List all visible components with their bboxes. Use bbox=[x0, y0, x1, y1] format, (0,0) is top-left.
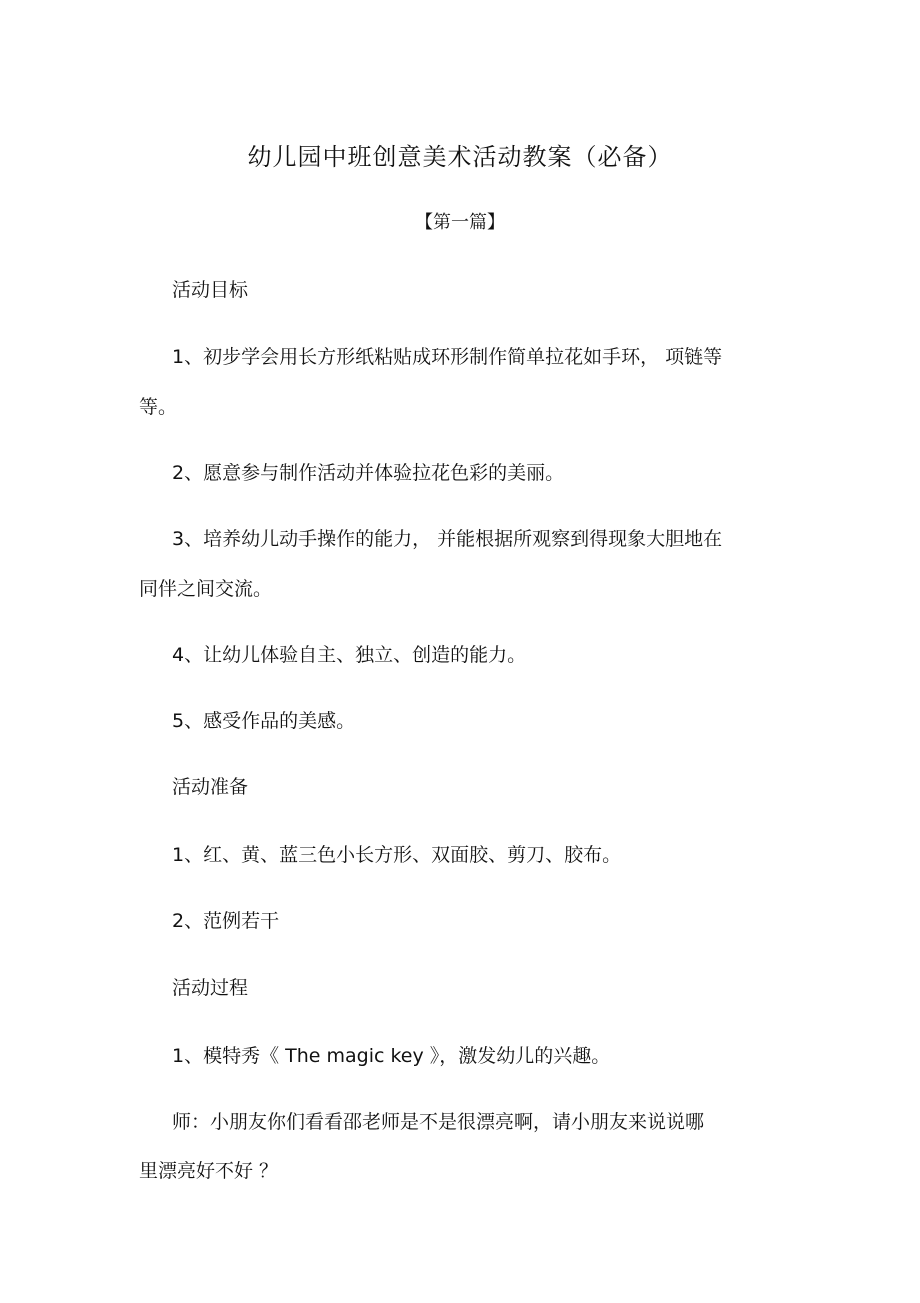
goal-item-1: 1、初步学会用长方形纸粘贴成环形制作简单拉花如手环， 项链等 bbox=[172, 346, 723, 368]
teacher-dialogue-continued: 里漂亮好不好 ？ bbox=[139, 1160, 279, 1182]
goal-item-5: 5、感受作品的美感。 bbox=[172, 710, 356, 732]
section-heading: 【第一篇】 bbox=[415, 212, 505, 233]
preparation-item-2: 2、范例若干 bbox=[172, 910, 280, 932]
heading-activity-process: 活动过程 bbox=[172, 977, 249, 999]
goal-item-3: 3、培养幼儿动手操作的能力， 并能根据所观察到得现象大胆地在 bbox=[172, 528, 723, 550]
process-item-1: 1、模特秀《 The magic key 》，激发幼儿的兴趣。 bbox=[172, 1045, 611, 1067]
goal-item-3-continued: 同伴之间交流。 bbox=[139, 578, 273, 600]
teacher-dialogue: 师：小朋友你们看看邵老师是不是很漂亮啊，请小朋友来说说哪 bbox=[172, 1111, 705, 1133]
goal-item-4: 4、让幼儿体验自主、独立、创造的能力。 bbox=[172, 644, 527, 666]
goal-item-2: 2、愿意参与制作活动并体验拉花色彩的美丽。 bbox=[172, 462, 565, 484]
preparation-item-1: 1、红、黄、蓝三色小长方形、双面胶、剪刀、胶布。 bbox=[172, 844, 622, 866]
heading-activity-goals: 活动目标 bbox=[172, 279, 249, 301]
document-title: 幼儿园中班创意美术活动教案（必备） bbox=[247, 143, 673, 171]
heading-activity-preparation: 活动准备 bbox=[172, 776, 249, 798]
goal-item-1-continued: 等。 bbox=[139, 396, 178, 418]
